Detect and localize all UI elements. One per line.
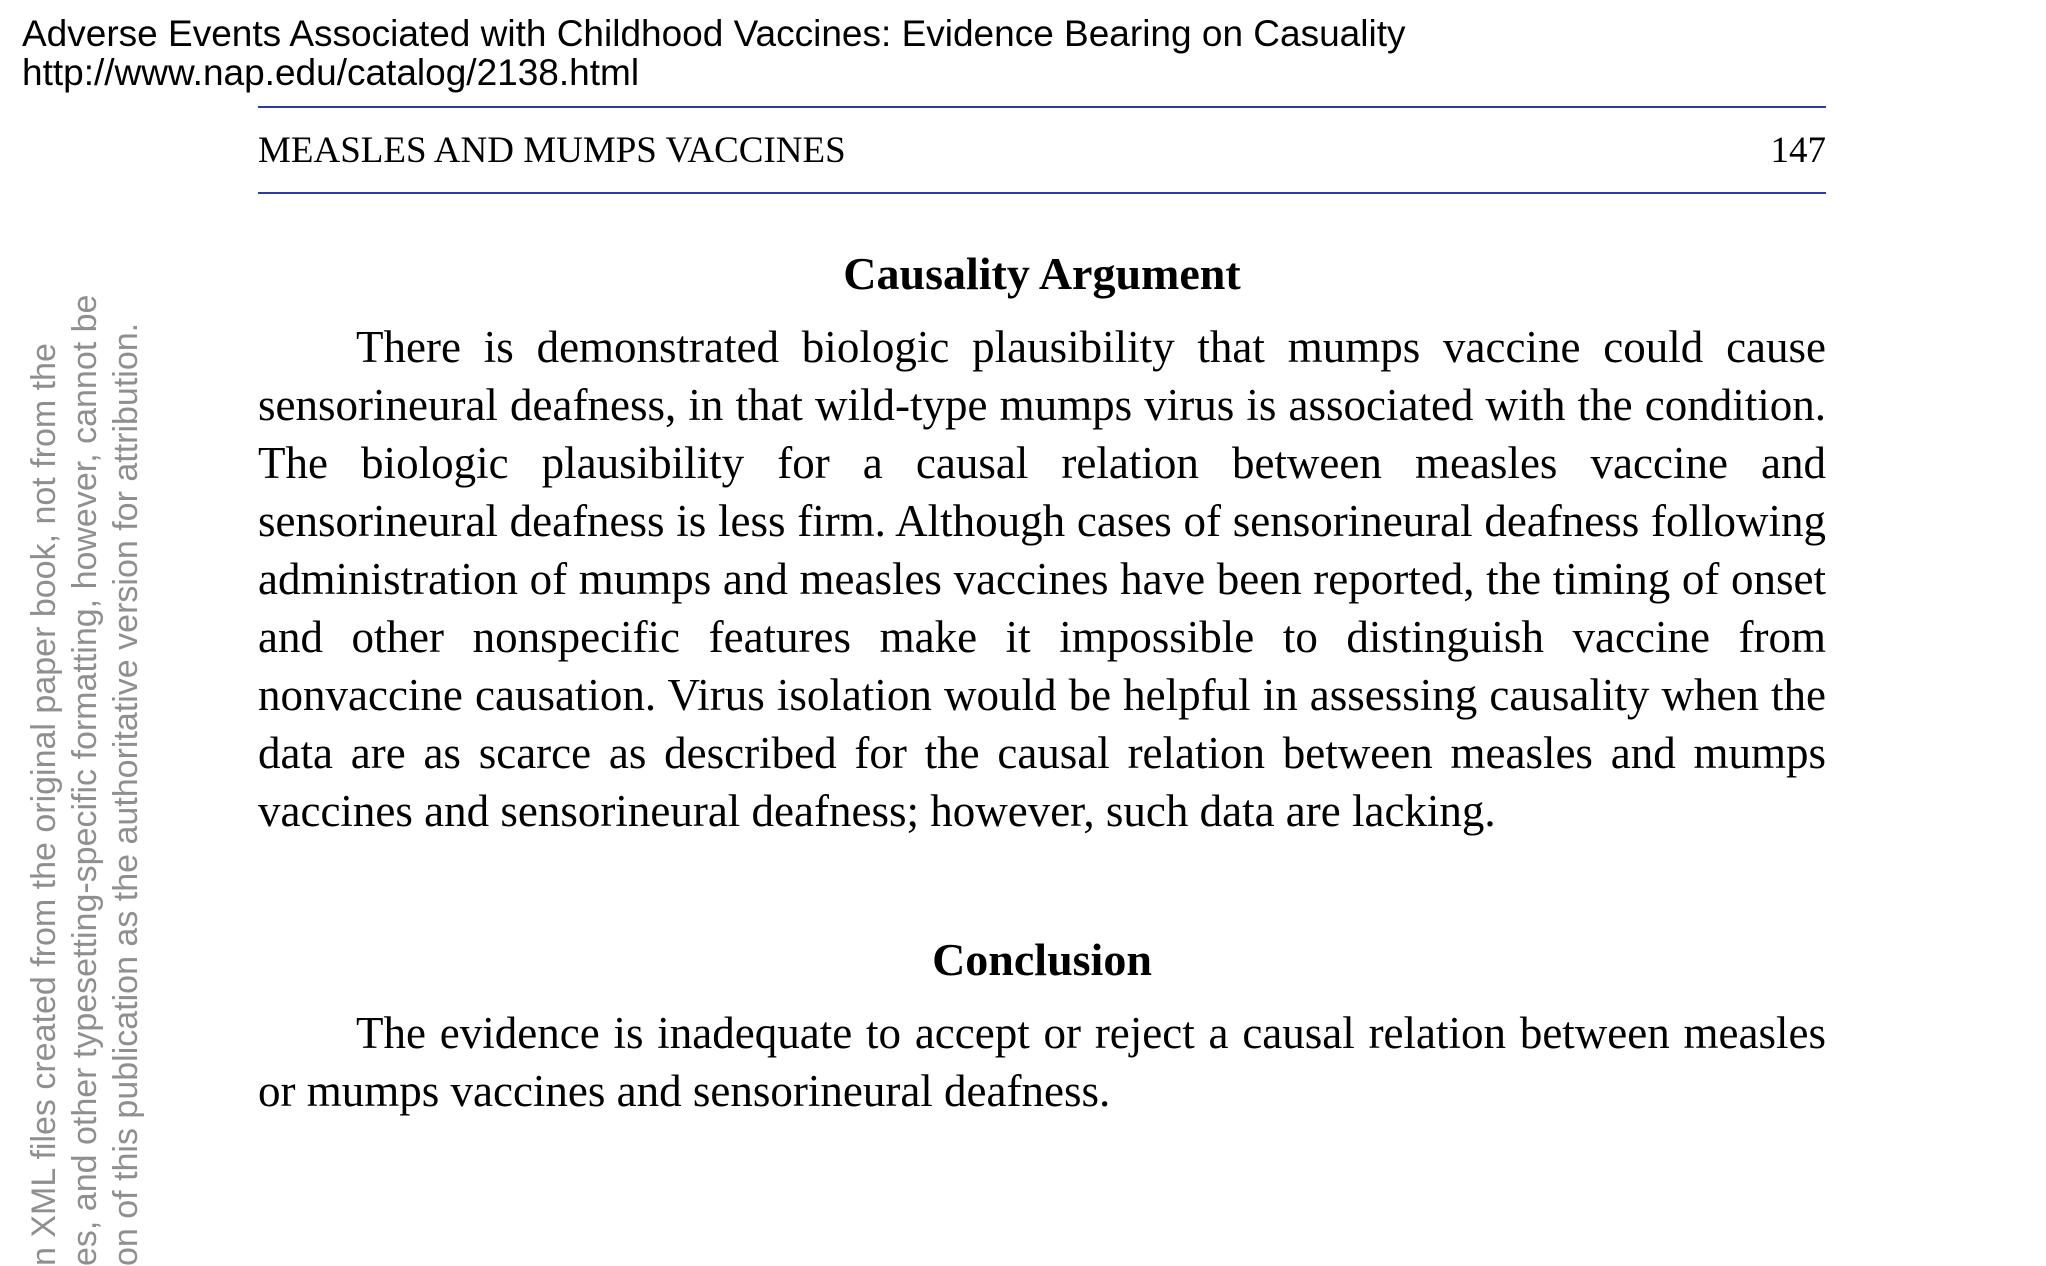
section-heading-conclusion: Conclusion bbox=[932, 934, 1152, 985]
side-notice-line-1: n XML files created from the original paper book, not from the bbox=[25, 343, 63, 1266]
bottom-rule bbox=[258, 192, 1826, 194]
page-number: 147 bbox=[1770, 129, 1826, 171]
section-heading-causality-argument: Causality Argument bbox=[843, 248, 1241, 299]
running-head bbox=[258, 108, 1826, 192]
section-body-causality-argument: There is demonstrated biologic plausibility that mumps vaccine could cause sensorineural deafness, in that wild-type mumps virus is associated with the condition. The biologic plausibility for a causal relation between measles vaccine and sensorineural deafness is less firm. Although cases of sensorineural deafness following administration of mumps and measles vaccines have been reported, the timing of onset and other nonspecific features make it impossible to distinguish vaccine from nonvaccine causation. Virus isolation would be helpful in assessing causality when the data are as scarce as described for the causal relation between measles and mumps vaccines and sensorineural deafness; however, such data are lacking. bbox=[258, 322, 1826, 836]
running-head-title: MEASLES AND MUMPS VACCINES bbox=[258, 129, 846, 171]
side-notice-line-2: es, and other typesetting-specific formatting, however, cannot be bbox=[66, 294, 104, 1266]
side-notice-line-3: on of this publication as the authoritative version for attribution. bbox=[107, 322, 145, 1266]
source-url[interactable]: http://www.nap.edu/catalog/2138.html bbox=[22, 52, 640, 93]
side-notice bbox=[24, 295, 147, 1266]
source-title: Adverse Events Associated with Childhood Vaccines: Evidence Bearing on Casuality bbox=[22, 13, 1406, 54]
book-page bbox=[258, 106, 1826, 1120]
section-body-conclusion: The evidence is inadequate to accept or reject a causal relation between measles or mumps vaccines and sensorineural deafness. bbox=[258, 1008, 1826, 1116]
source-header bbox=[22, 14, 1405, 92]
